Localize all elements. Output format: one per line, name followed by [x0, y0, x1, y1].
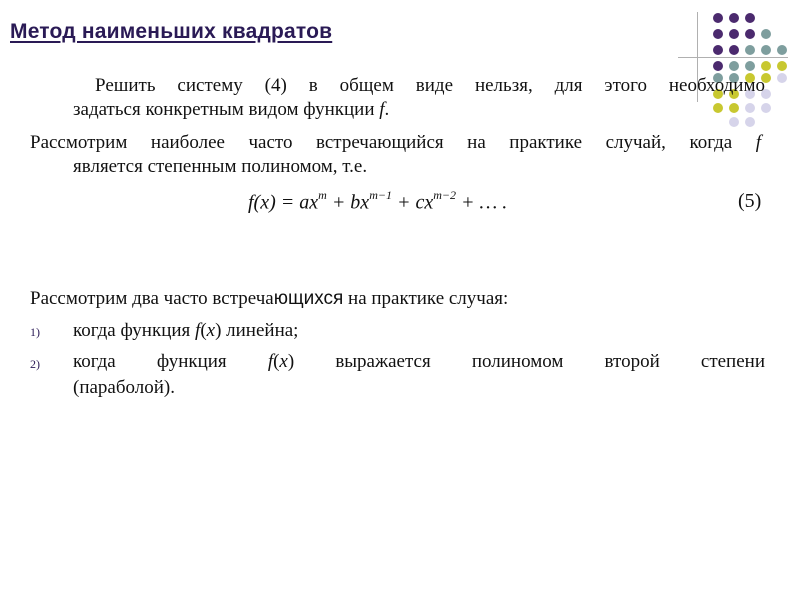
- decor-dot: [777, 73, 787, 83]
- decor-dot: [713, 61, 723, 71]
- decor-dot: [745, 45, 755, 55]
- decor-dot: [777, 61, 787, 71]
- formula-exponent: m−1: [369, 188, 392, 202]
- paragraph-1-line-1: Решить систему (4) в общем виде нельзя, для этого необходимо: [95, 75, 765, 96]
- decor-dot: [729, 13, 739, 23]
- function-symbol: f: [379, 99, 385, 120]
- decor-dot: [745, 13, 755, 23]
- text-span: когда функция: [73, 351, 268, 372]
- decor-dot: [761, 29, 771, 39]
- paragraph-3: [30, 287, 760, 311]
- text-span: Рассмотрим наиболее часто встречающийся на практике случай, когда: [30, 132, 756, 153]
- decor-dot: [729, 61, 739, 71]
- decor-dot: [713, 13, 723, 23]
- formula-5: [248, 190, 507, 215]
- function-symbol: f: [195, 320, 201, 341]
- text-span: .: [384, 99, 390, 120]
- text-span: ) выражается полиномом второй степени: [287, 351, 765, 372]
- list-item-number: 1): [30, 325, 40, 339]
- function-symbol: f: [267, 351, 274, 372]
- text-span: ) линейна;: [215, 320, 299, 341]
- variable-symbol: x: [279, 351, 288, 372]
- decor-dot: [761, 61, 771, 71]
- decor-dot: [729, 29, 739, 39]
- decor-dot: [745, 61, 755, 71]
- decor-dot: [777, 45, 787, 55]
- text-span: (: [200, 320, 207, 341]
- text-span: когда функция: [73, 320, 196, 341]
- formula-part: + cx: [391, 191, 434, 214]
- paragraph-2-line-2: является степенным полиномом, т.е.: [73, 156, 368, 177]
- variable-symbol: x: [206, 320, 216, 341]
- decor-dot: [713, 29, 723, 39]
- text-span: (: [273, 351, 280, 372]
- list-item-2-line-2: (параболой).: [73, 377, 176, 398]
- text-span: на практике случая:: [343, 288, 509, 309]
- decor-dot: [729, 45, 739, 55]
- decor-dot: [713, 45, 723, 55]
- paragraph-2-line-1: [30, 131, 761, 155]
- formula-exponent: m: [318, 188, 327, 202]
- formula-part: + bx: [326, 191, 370, 214]
- decor-dot: [761, 45, 771, 55]
- formula-part: + … .: [455, 191, 508, 214]
- list-item-2-line-1: [73, 350, 765, 374]
- formula-part: f(x) = ax: [248, 191, 319, 214]
- function-symbol: f: [755, 132, 761, 153]
- slide-title: Метод наименьших квадратов: [10, 20, 333, 43]
- decor-dot: [745, 29, 755, 39]
- text-span: ющихся: [273, 288, 344, 309]
- formula-number: (5): [738, 190, 762, 212]
- text-span: задаться конкретным видом функции: [73, 99, 380, 120]
- paragraph-1-line-2: [73, 98, 763, 122]
- text-span: Рассмотрим два часто встреча: [30, 288, 274, 309]
- list-item-1: [73, 319, 763, 343]
- list-item-number: 2): [30, 357, 40, 371]
- formula-exponent: m−2: [433, 188, 456, 202]
- decorative-horizontal-line: [678, 57, 788, 58]
